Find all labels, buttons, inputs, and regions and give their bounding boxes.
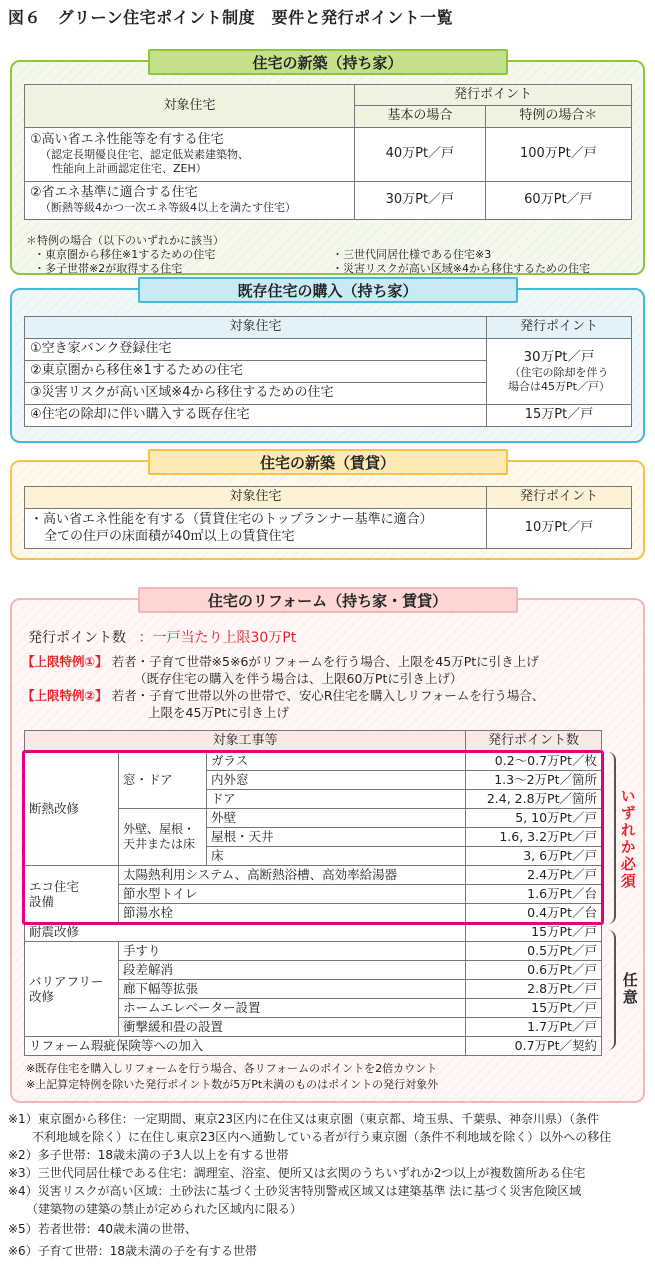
row1-special: 100万Pt／戸 — [485, 127, 631, 181]
reform-note2: ※上記算定特例を除いた発行ポイント数が5万Pt未満のものはポイントの発行対象外 — [26, 1078, 439, 1091]
row1-sub1: （認定長期優良住宅、認定低炭素建築物、 — [40, 148, 249, 162]
reform-table — [24, 730, 602, 1056]
col-special: 特例の場合＊ — [485, 106, 631, 127]
col-points: 発行ポイント数 — [466, 731, 602, 752]
optional-label: 任意 — [620, 972, 639, 1006]
row-demolish: ④住宅の除却に伴い購入する既存住宅 — [25, 405, 487, 427]
barrier-free-label-1: バリアフリー — [29, 973, 104, 989]
col-basic: 基本の場合 — [355, 106, 486, 127]
section-title: 住宅の新築（持ち家） — [148, 49, 508, 75]
footnote-5: ※5）若者世帯：40歳未満の世帯、 — [8, 1222, 197, 1236]
solar: 太陽熱利用システム、高断熱浴槽、高効率給湯器 — [119, 866, 466, 885]
insurance: リフォーム瑕疵保険等への加入 — [25, 1037, 466, 1056]
floor-points: 3, 6万Pt／戸 — [466, 847, 602, 866]
faucet-points: 0.4万Pt／台 — [466, 904, 602, 923]
elevator: ホームエレベーター設置 — [119, 999, 466, 1018]
eco-label-2: 設備 — [29, 894, 55, 910]
footnote-1b: 不利地域を除く）に在住し東京23区内へ通勤している者が行う東京圏（条件不利地域を除く）以外への移住 — [8, 1130, 612, 1144]
section-existing-purchase — [10, 282, 645, 443]
section-title: 住宅の新築（賃貸） — [148, 449, 508, 475]
table-row — [25, 1037, 602, 1056]
pts-main: 30万Pt／戸 — [523, 349, 595, 366]
section-title: 既存住宅の購入（持ち家） — [138, 277, 518, 303]
optional-brace — [606, 930, 616, 1050]
table-row — [25, 127, 632, 181]
reform-note1: ※既存住宅を購入しリフォームを行う場合、各リフォームのポイントを2倍カウント — [26, 1062, 438, 1075]
rental-line2: 全ての住戸の床面積が40㎡以上の賃貸住宅 — [44, 528, 295, 544]
table-row — [25, 752, 602, 771]
col-target: 対象住宅 — [25, 487, 487, 509]
row2-special: 60万Pt／戸 — [485, 181, 631, 219]
hall: 廊下幅等拡張 — [119, 980, 466, 999]
quake: 耐震改修 — [25, 923, 466, 942]
section-new-rental — [10, 454, 645, 560]
section-reform — [10, 592, 645, 1103]
col-work: 対象工事等 — [25, 731, 466, 752]
col-points: 発行ポイント — [487, 487, 632, 509]
table-row — [25, 339, 632, 361]
insulation-label: 断熱改修 — [25, 752, 119, 866]
roof: 屋根・天井 — [207, 828, 466, 847]
pts-note1: （住宅の除却を伴う — [509, 366, 609, 380]
eco-label-1: エコ住宅 — [29, 878, 80, 894]
row2-sub: （断熱等級4かつ一次エネ等級4以上を満たす住宅） — [40, 201, 296, 215]
door: ドア — [207, 790, 466, 809]
row-disaster: ③災害リスクが高い区域※4から移住するための住宅 — [25, 383, 487, 405]
section-new-owned — [10, 54, 645, 275]
glass: ガラス — [207, 752, 466, 771]
col-points: 発行ポイント — [355, 85, 632, 106]
row1-sub2: 性能向上計画認定住宅、ZEH） — [52, 162, 207, 176]
inner-window-points: 1.3〜2万Pt／箇所 — [466, 771, 602, 790]
table-row — [25, 866, 602, 885]
glass-points: 0.2〜0.7万Pt／枚 — [466, 752, 602, 771]
table-row — [25, 942, 602, 961]
special-note-head: ＊特例の場合（以下のいずれかに該当） — [26, 234, 224, 247]
row1-main: ①高い省エネ性能等を有する住宅 — [30, 132, 224, 148]
faucet: 節湯水栓 — [119, 904, 466, 923]
table-row — [25, 181, 632, 219]
footnote-3: ※3）三世代同居仕様である住宅：調理室、浴室、便所又は玄関のうちいずれか2つ以上が複数箇所ある住宅 — [8, 1166, 586, 1180]
rental-line1: ・高い省エネ性能を有する（賃貸住宅のトップランナー基準に適合） — [30, 512, 433, 528]
special-note-a: ・東京圏から移住※1するための住宅 — [34, 248, 216, 261]
wall-points: 5, 10万Pt／戸 — [466, 809, 602, 828]
wall-roof-label-1: 外壁、屋根・ — [123, 821, 196, 836]
special2-line2: 上限を45万Ptに引き上げ — [148, 704, 289, 720]
solar-points: 2.4万Pt／戸 — [466, 866, 602, 885]
row-tokyo: ②東京圏から移住※1するための住宅 — [25, 361, 487, 383]
step-points: 0.6万Pt／戸 — [466, 961, 602, 980]
special1-label: 【上限特例①】 — [22, 654, 108, 669]
tatami: 衝撃緩和畳の設置 — [119, 1018, 466, 1037]
insurance-points: 0.7万Pt／契約 — [466, 1037, 602, 1056]
special1-line2: （既存住宅の購入を伴う場合は、上限60万Ptに引き上げ） — [134, 670, 463, 686]
row-akiya: ①空き家バンク登録住宅 — [25, 339, 487, 361]
toilet-points: 1.6万Pt／台 — [466, 885, 602, 904]
row2-main: ②省エネ基準に適合する住宅 — [30, 185, 198, 200]
special2-label: 【上限特例②】 — [22, 687, 108, 703]
rental-points: 10万Pt／戸 — [487, 509, 632, 549]
footnote-2: ※2）多子世帯：18歳未満の子3人以上を有する世帯 — [8, 1148, 289, 1162]
roof-points: 1.6, 3.2万Pt／戸 — [466, 828, 602, 847]
inner-window: 内外窓 — [207, 771, 466, 790]
table-row — [25, 923, 602, 942]
special-note-b: ・多子世帯※2が取得する住宅 — [34, 262, 183, 275]
footnote-4a: ※4）災害リスクが高い区域：土砂法に基づく土砂災害特別警戒区域又は建築基準 法に基づく災害危険区域 — [8, 1184, 582, 1198]
row1-basic: 40万Pt／戸 — [355, 127, 486, 181]
pts-note2: 場合は45万Pt／戸） — [508, 379, 610, 393]
existing-purchase-table — [24, 316, 632, 427]
toilet: 節水型トイレ — [119, 885, 466, 904]
elevator-points: 15万Pt／戸 — [466, 999, 602, 1018]
footnote-1a: ※1）東京圏から移住：一定期間、東京23区内に在住又は東京圏（東京都、埼玉県、千葉県、神奈川県）（条件 — [8, 1112, 599, 1126]
required-brace — [606, 752, 616, 924]
hall-points: 2.8万Pt／戸 — [466, 980, 602, 999]
window-door-label: 窓・ドア — [119, 752, 207, 809]
required-label: いずれか必須 — [618, 788, 637, 890]
footnote-6: ※6）子育て世帯：18歳未満の子を有する世帯 — [8, 1244, 257, 1258]
issue-value: ：一戸当たり上限30万Pt — [138, 630, 297, 646]
new-rental-table — [24, 486, 632, 549]
floor: 床 — [207, 847, 466, 866]
table-row — [25, 405, 632, 427]
special2-line1: 若者・子育て世帯以外の世帯で、安心R住宅を購入しリフォームを行う場合、 — [111, 687, 545, 703]
col-points: 発行ポイント — [487, 317, 632, 339]
col-target: 対象住宅 — [25, 317, 487, 339]
special-note-d: ・災害リスクが高い区域※4から移住するための住宅 — [332, 262, 590, 275]
special1-line1: 若者・子育て世帯※5※6がリフォームを行う場合、上限を45万Ptに引き上げ — [111, 654, 539, 669]
pts-row4: 15万Pt／戸 — [487, 405, 632, 427]
tatami-points: 1.7万Pt／戸 — [466, 1018, 602, 1037]
quake-points: 15万Pt／戸 — [466, 923, 602, 942]
section-title: 住宅のリフォーム（持ち家・賃貸） — [138, 587, 518, 613]
step: 段差解消 — [119, 961, 466, 980]
figure-title: 図６ グリーン住宅ポイント制度 要件と発行ポイント一覧 — [8, 8, 454, 27]
wall-roof-label-2: 天井または床 — [123, 837, 196, 852]
rail: 手すり — [119, 942, 466, 961]
barrier-free-label-2: 改修 — [29, 989, 55, 1005]
new-owned-table — [24, 84, 632, 220]
rail-points: 0.5万Pt／戸 — [466, 942, 602, 961]
wall: 外壁 — [207, 809, 466, 828]
special-note-c: ・三世代同居仕様である住宅※3 — [332, 248, 492, 261]
door-points: 2.4, 2.8万Pt／箇所 — [466, 790, 602, 809]
col-target: 対象住宅 — [25, 85, 355, 128]
issue-label: 発行ポイント数 — [28, 630, 126, 646]
table-row — [25, 509, 632, 549]
footnote-4b: （建築物の建築の禁止が定められた区域内に限る） — [8, 1202, 303, 1216]
row2-basic: 30万Pt／戸 — [355, 181, 486, 219]
